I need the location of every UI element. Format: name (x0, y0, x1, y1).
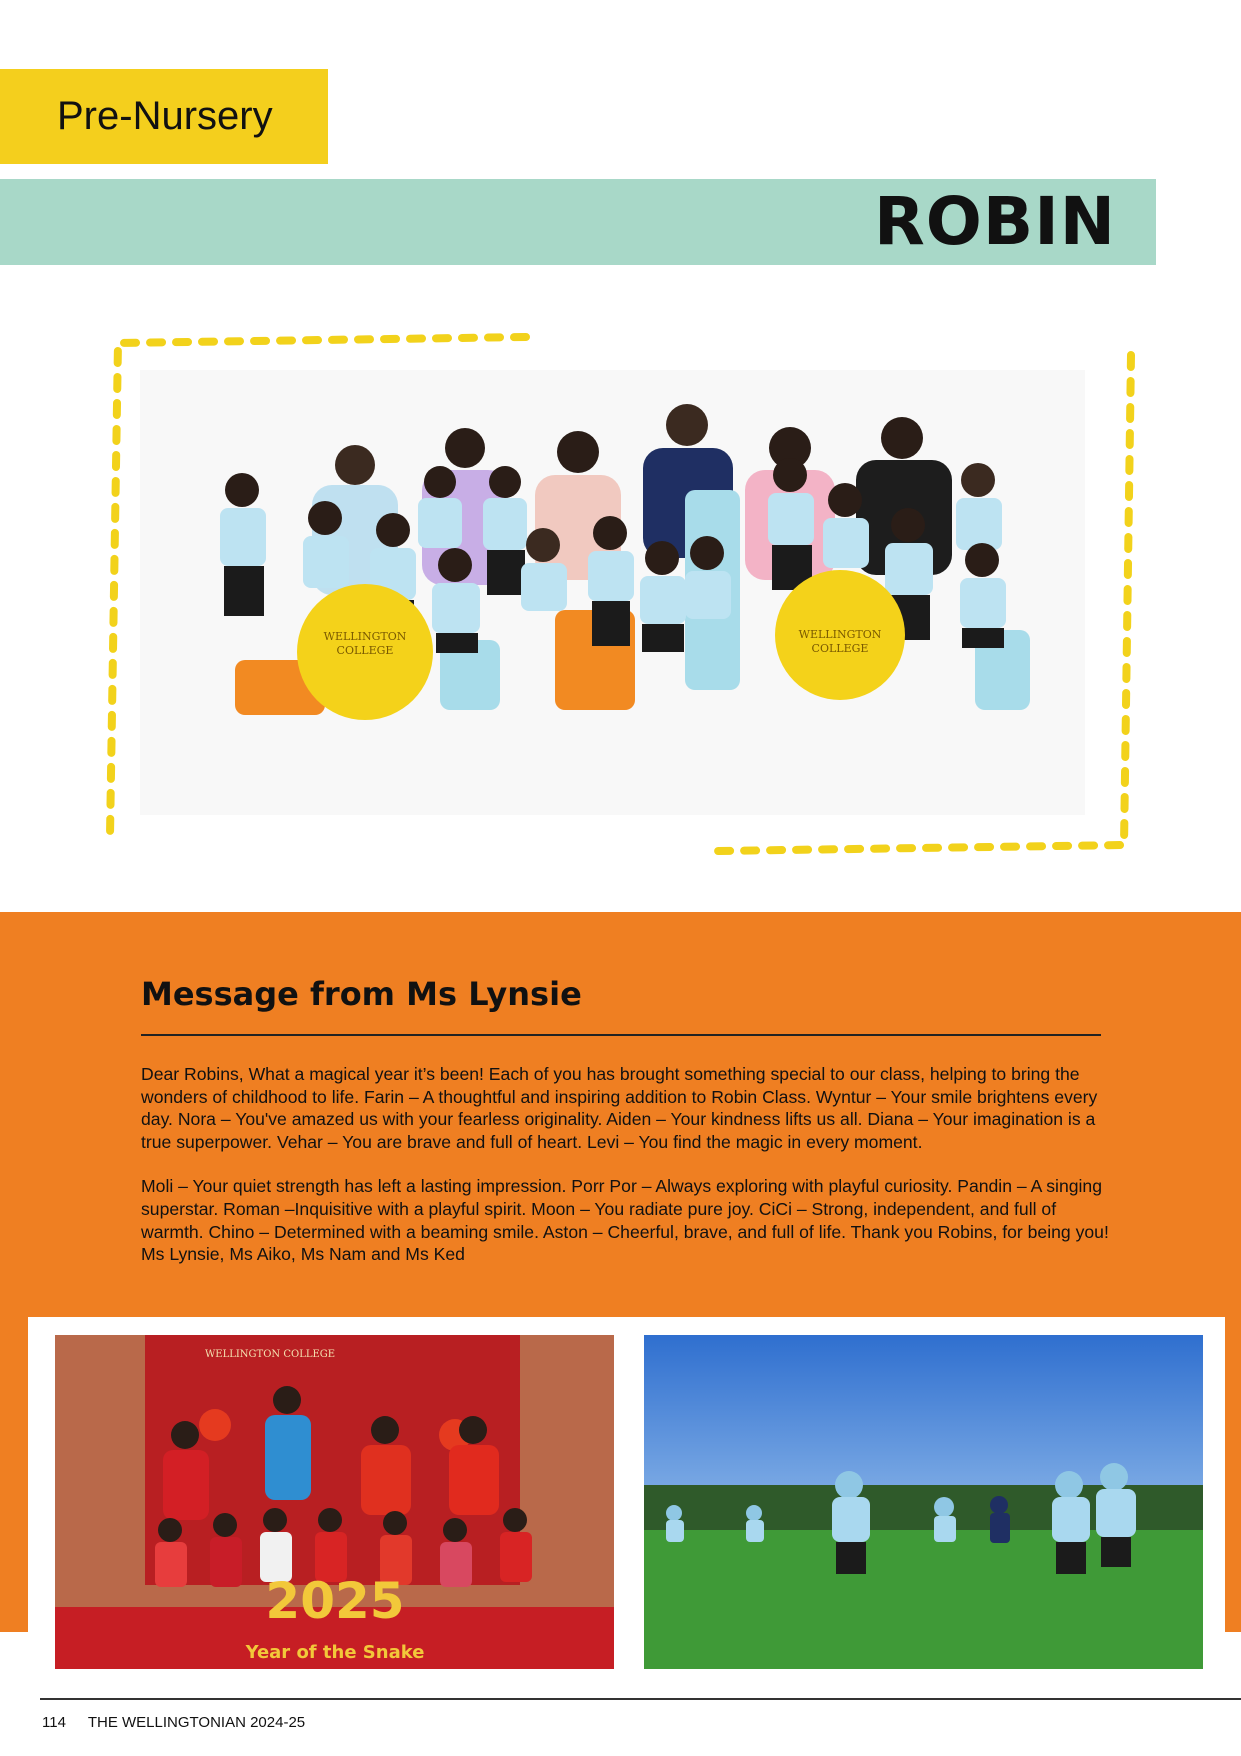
svg-text:WELLINGTON: WELLINGTON (798, 628, 882, 641)
message-title: Message from Ms Lynsie (141, 975, 582, 1013)
message-paragraph: Moli – Your quiet strength has left a lasting impression. Porr Por – Always exploring with playful curiosity. Pandin – A singing superstar. Roman –Inquisitive with a playful spirit. Moon – You radiate pure joy. CiCi – Strong, independent, and full of warmth. Chino – Determined with a beaming smile. Aston – Cheerful, brave, and full of life. Thank you Robins, for being you! Ms Lynsie, Ms Aiko, Ms Nam and Ms Ked (141, 1176, 1109, 1265)
message-title-rule (141, 1034, 1101, 1036)
sign-right (775, 570, 905, 700)
class-name-bar (0, 179, 1156, 265)
class-name-title: ROBIN (873, 183, 1116, 260)
publication-title: THE WELLINGTONIAN 2024-25 (87, 1714, 306, 1731)
page-footer (42, 1714, 305, 1731)
section-tab (0, 69, 328, 164)
svg-text:COLLEGE: COLLEGE (811, 642, 869, 655)
page-number: 114 (42, 1714, 66, 1731)
year-caption-text: Year of the Snake (245, 1642, 425, 1663)
section-tab-label: Pre-Nursery (57, 94, 273, 138)
message-paragraph: Dear Robins, What a magical year it’s been! Each of you has brought something special to our class, helping to bring the wonders of childhood to life. Farin – A thoughtful and inspiring addition to Robin Class. Wyntur – Your smile brightens every day. Nora – You've amazed us with your fearless originality. Aiden – Your kindness lifts us all. Diana – Your imagination is a true superpower. Vehar – You are brave and full of heart. Levi – You find the magic in every moment. (141, 1064, 1098, 1152)
svg-text:WELLINGTON COLLEGE: WELLINGTON COLLEGE (205, 1349, 336, 1360)
year-banner-text: 2025 (265, 1572, 405, 1630)
footer-rule (40, 1698, 1241, 1700)
message-body (141, 1063, 1121, 1288)
svg-text:COLLEGE: COLLEGE (336, 644, 394, 657)
class-group-photo (140, 370, 1085, 815)
sports-field-photo (644, 1335, 1203, 1669)
chinese-new-year-photo (55, 1335, 614, 1669)
svg-text:WELLINGTON: WELLINGTON (323, 630, 407, 643)
sign-left (297, 584, 433, 720)
